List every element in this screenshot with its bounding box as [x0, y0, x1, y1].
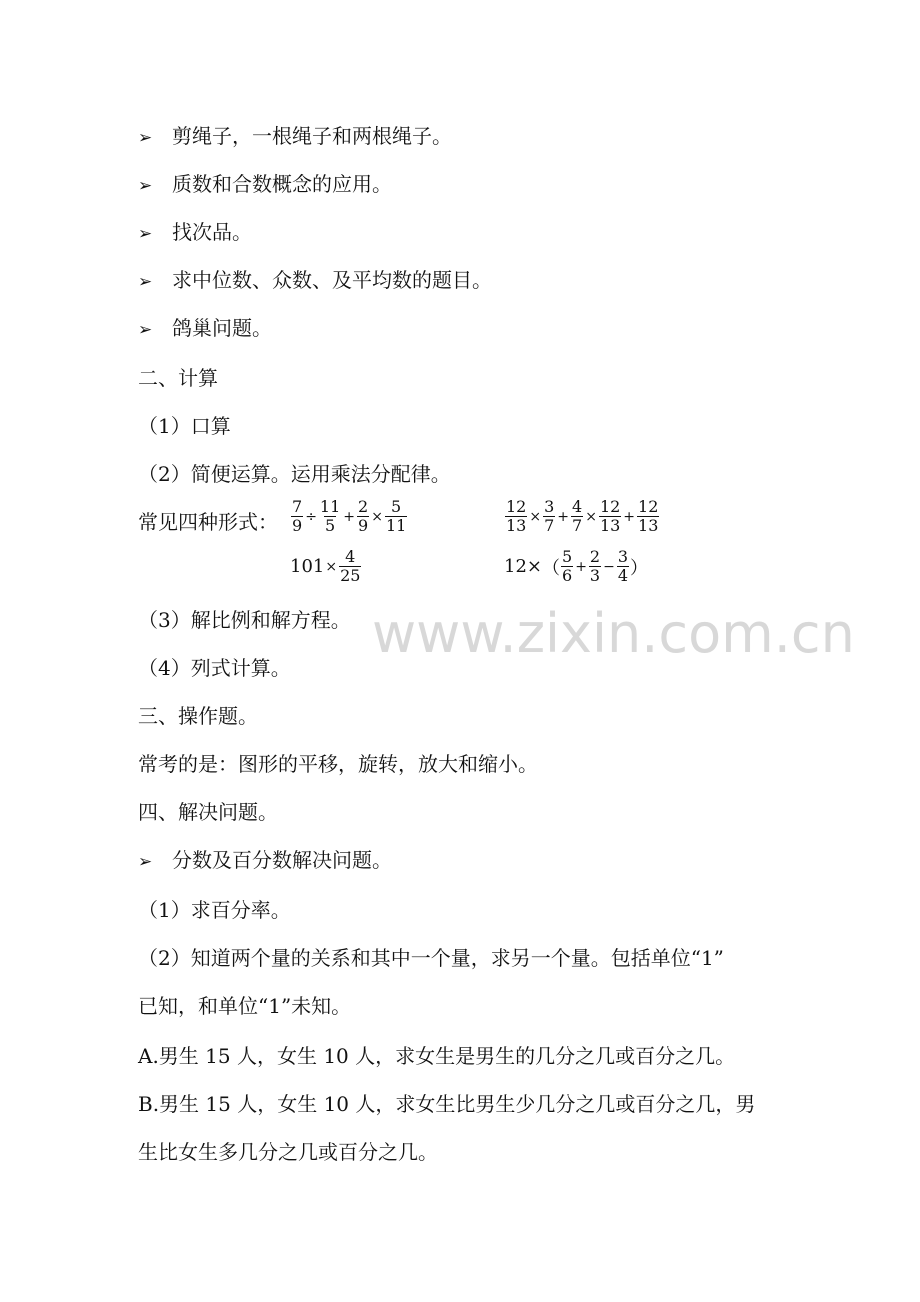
fraction: $\frac{5}{11}$ — [385, 497, 407, 535]
operator: ÷ — [305, 508, 317, 525]
list-item-text: 求中位数、众数、及平均数的题目。 — [172, 268, 492, 292]
math-expression — [504, 498, 660, 535]
fraction: $\frac{7}{9}$ — [292, 497, 303, 535]
list-item-text: 找次品。 — [172, 220, 252, 244]
fraction: $\frac{3}{4}$ — [617, 547, 629, 585]
watermark: www.zixin.com.cn — [372, 602, 855, 665]
list-item — [138, 122, 452, 152]
section-heading: 四、解决问题。 — [138, 800, 278, 824]
arrow-bullet-icon: ➢ — [138, 272, 153, 292]
list-item-text: 鸽巢问题。 — [172, 316, 272, 340]
operator: × — [371, 508, 383, 525]
arrow-bullet-icon: ➢ — [138, 320, 153, 340]
section-item: （3）解比例和解方程。 — [138, 608, 351, 632]
list-item-text: 质数和合数概念的应用。 — [172, 172, 392, 196]
section-item: （2）简便运算。运用乘法分配律。 — [138, 462, 451, 486]
math-expression — [290, 498, 408, 535]
operator: × — [529, 508, 542, 525]
arrow-bullet-icon: ➢ — [138, 224, 153, 244]
fraction: $\frac{4}{7}$ — [572, 497, 583, 535]
list-item — [138, 170, 392, 200]
operator: + — [343, 508, 356, 525]
whole-number: 12× — [504, 556, 542, 577]
whole-number: 101 — [290, 556, 325, 577]
forms-label: 常见四种形式： — [138, 510, 278, 534]
operator: × — [585, 508, 597, 525]
fraction: $\frac{12}{13}$ — [599, 497, 621, 535]
section-item: （2）知道两个量的关系和其中一个量，求另一个量。包括单位“1” — [138, 946, 724, 970]
arrow-bullet-icon: ➢ — [138, 852, 153, 872]
arrow-bullet-icon: ➢ — [138, 128, 153, 148]
math-expression — [504, 548, 648, 585]
list-item-text: 分数及百分数解决问题。 — [172, 848, 392, 872]
fraction: $\frac{3}{7}$ — [544, 497, 555, 535]
list-item — [138, 314, 272, 344]
section-item: （4）列式计算。 — [138, 656, 291, 680]
paragraph: 已知，和单位“1”未知。 — [138, 994, 352, 1018]
fraction: $\frac{5}{6}$ — [562, 547, 573, 585]
example-b: B.男生 15 人，女生 10 人，求女生比男生少几分之几或百分之几，男 — [138, 1092, 756, 1116]
operator: + — [575, 558, 587, 575]
fraction: $\frac{11}{5}$ — [319, 497, 341, 535]
operator: + — [623, 508, 636, 525]
section-item: （1）求百分率。 — [138, 898, 291, 922]
operator: + — [557, 508, 570, 525]
fraction: $\frac{4}{25}$ — [340, 547, 361, 585]
example-b-continued: 生比女生多几分之几或百分之几。 — [138, 1140, 438, 1164]
arrow-bullet-icon: ➢ — [138, 176, 153, 196]
left-paren: （ — [542, 557, 560, 579]
section-item: （1）口算 — [138, 414, 231, 438]
operator: − — [603, 558, 615, 575]
math-expression — [290, 548, 362, 585]
list-item — [138, 266, 492, 296]
list-item — [138, 846, 392, 876]
right-paren: ） — [630, 557, 649, 579]
list-item-text: 剪绳子，一根绳子和两根绳子。 — [172, 124, 452, 148]
fraction: $\frac{12}{13}$ — [638, 497, 659, 535]
fraction: $\frac{2}{3}$ — [589, 547, 601, 585]
section-heading: 二、计算 — [138, 366, 218, 390]
example-a: A.男生 15 人，女生 10 人，求女生是男生的几分之几或百分之几。 — [138, 1044, 736, 1068]
section-heading: 三、操作题。 — [138, 704, 258, 728]
paragraph: 常考的是：图形的平移，旋转，放大和缩小。 — [138, 752, 538, 776]
fraction: $\frac{12}{13}$ — [506, 497, 527, 535]
list-item — [138, 218, 252, 248]
fraction: $\frac{2}{9}$ — [358, 497, 369, 535]
operator: × — [325, 558, 338, 575]
